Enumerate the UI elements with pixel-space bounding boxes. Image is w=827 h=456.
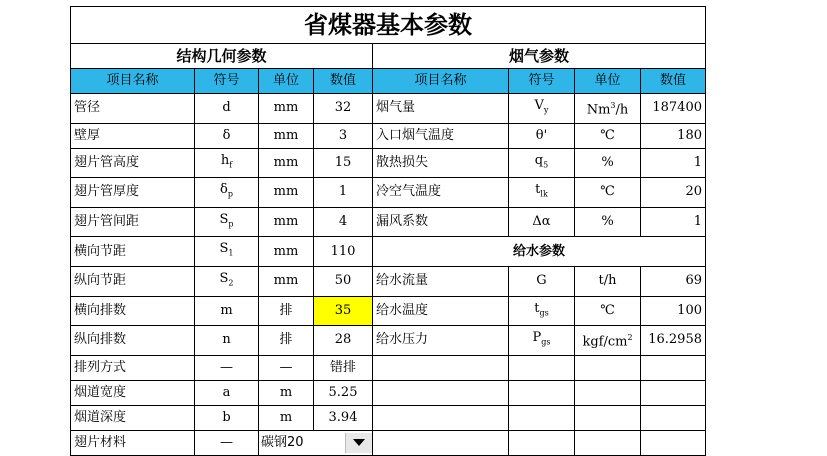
symbol: Δα [532, 214, 551, 230]
value: 100 [677, 302, 702, 318]
symbol-subscript: 5 [543, 160, 549, 170]
symbol: — [220, 434, 233, 450]
cell-param-name[interactable] [71, 178, 195, 208]
sheet-title: 省煤器基本参数 [71, 7, 706, 44]
cell-unit[interactable] [575, 123, 641, 148]
empty-cell[interactable] [641, 405, 706, 430]
unit: 排 [279, 302, 293, 318]
empty-cell[interactable] [641, 430, 706, 455]
section-structure-title: 结构几何参数 [71, 44, 373, 69]
cell-param-name[interactable] [373, 296, 509, 326]
cell-symbol[interactable] [509, 326, 575, 356]
column-header-row [71, 69, 706, 94]
cell-unit[interactable] [575, 296, 641, 326]
value: 32 [334, 100, 352, 116]
cell-param-name[interactable] [71, 405, 195, 430]
unit: m [279, 409, 293, 425]
value: 187400 [652, 100, 702, 116]
cell-symbol[interactable] [509, 266, 575, 296]
empty-cell[interactable] [575, 405, 641, 430]
cell-value[interactable] [314, 405, 373, 430]
symbol-subscript: p [227, 189, 233, 199]
symbol: h [220, 152, 230, 168]
unit: Nm [586, 102, 611, 118]
param-name: 给水温度 [376, 302, 429, 318]
unit: mm [273, 154, 299, 170]
empty-cell[interactable] [509, 380, 575, 405]
cell-value[interactable] [641, 207, 706, 237]
empty-cell[interactable] [373, 405, 509, 430]
unit: t/h [598, 273, 617, 289]
symbol-subscript: 1 [228, 248, 234, 258]
cell-param-name[interactable] [373, 94, 509, 124]
unit: mm [273, 127, 299, 143]
header-unit[interactable]: 单位 [575, 69, 641, 94]
symbol: — [220, 359, 233, 375]
cell-value[interactable] [641, 296, 706, 326]
unit-superscript: 2 [627, 333, 633, 343]
cell-unit[interactable] [259, 380, 314, 405]
cell-value[interactable] [641, 326, 706, 356]
cell-value[interactable] [641, 94, 706, 124]
cell-value[interactable] [314, 207, 373, 237]
value: 1 [338, 184, 348, 200]
unit: ℃ [600, 127, 615, 143]
symbol: δ [222, 127, 231, 143]
table-row [71, 94, 706, 124]
cell-param-name[interactable] [71, 355, 195, 380]
cell-unit[interactable] [575, 326, 641, 356]
symbol: t [535, 182, 541, 198]
empty-cell[interactable] [575, 355, 641, 380]
table-row [71, 326, 706, 356]
cell-param-name[interactable] [373, 266, 509, 296]
cell-unit[interactable] [259, 207, 314, 237]
table-row [71, 207, 706, 237]
symbol: θ' [535, 127, 548, 143]
cell-symbol[interactable] [509, 148, 575, 178]
empty-cell[interactable] [373, 430, 509, 455]
value: 15 [334, 154, 352, 170]
unit-tail: /h [615, 102, 629, 118]
cell-value[interactable] [314, 380, 373, 405]
cell-value[interactable] [314, 296, 373, 326]
table-row [71, 430, 706, 455]
cell-unit[interactable] [259, 237, 314, 267]
param-name: 翅片管厚度 [74, 184, 140, 200]
param-name: 给水压力 [376, 332, 429, 348]
header-value[interactable]: 数值 [641, 69, 706, 94]
param-name: 管径 [74, 100, 101, 116]
param-name: 烟气量 [376, 100, 416, 116]
value: 20 [685, 184, 702, 200]
unit: mm [273, 214, 299, 230]
value: 16.2958 [648, 332, 702, 348]
cell-unit[interactable] [259, 148, 314, 178]
cell-symbol[interactable] [509, 296, 575, 326]
symbol: m [220, 302, 233, 318]
header-value[interactable]: 数值 [314, 69, 373, 94]
param-name: 漏风系数 [376, 214, 429, 230]
value: 5.25 [328, 384, 358, 400]
param-name: 横向排数 [74, 302, 127, 318]
param-name: 烟道宽度 [74, 384, 127, 400]
unit: ℃ [600, 302, 615, 318]
param-name: 纵向节距 [74, 273, 127, 289]
cell-param-name[interactable] [71, 148, 195, 178]
cell-value[interactable] [314, 355, 373, 380]
symbol: S [219, 241, 229, 257]
cell-param-name[interactable] [373, 123, 509, 148]
cell-unit[interactable] [259, 296, 314, 326]
spreadsheet-table [70, 6, 706, 456]
header-symbol[interactable]: 符号 [195, 69, 259, 94]
symbol-subscript: gs [539, 308, 549, 318]
value: 1 [693, 214, 702, 230]
cell-unit[interactable] [575, 207, 641, 237]
cell-unit[interactable] [575, 266, 641, 296]
header-name[interactable]: 项目名称 [71, 69, 195, 94]
unit: % [601, 154, 614, 170]
cell-symbol[interactable] [195, 380, 259, 405]
cell-value[interactable] [314, 178, 373, 208]
value: 3 [338, 127, 348, 143]
cell-symbol[interactable] [509, 178, 575, 208]
symbol-subscript: gs [541, 337, 551, 347]
param-name: 入口烟气温度 [376, 127, 455, 143]
empty-cell[interactable] [575, 380, 641, 405]
section-water-title [373, 237, 706, 267]
header-unit[interactable]: 单位 [259, 69, 314, 94]
dropdown-button[interactable] [345, 433, 372, 453]
cell-param-name[interactable] [71, 296, 195, 326]
symbol: δ [220, 182, 228, 198]
cell-symbol[interactable] [195, 123, 259, 148]
chevron-down-icon [353, 439, 365, 446]
cell-param-name[interactable] [373, 148, 509, 178]
symbol-subscript: f [229, 160, 233, 170]
empty-cell[interactable] [373, 355, 509, 380]
symbol: n [222, 332, 231, 348]
cell-unit[interactable] [259, 266, 314, 296]
cell-unit[interactable] [575, 178, 641, 208]
unit: mm [273, 184, 299, 200]
cell-symbol[interactable] [195, 178, 259, 208]
empty-cell[interactable] [373, 380, 509, 405]
param-name: 给水流量 [376, 273, 429, 289]
symbol: S [219, 211, 229, 227]
param-name: 冷空气温度 [376, 184, 442, 200]
param-name: 翅片材料 [74, 434, 127, 450]
table-row [71, 178, 706, 208]
cell-param-name[interactable] [71, 94, 195, 124]
param-name: 烟道深度 [74, 409, 127, 425]
cell-param-name[interactable] [71, 326, 195, 356]
param-name: 翅片管间距 [74, 214, 140, 230]
cell-value[interactable] [641, 266, 706, 296]
cell-unit[interactable] [259, 405, 314, 430]
cell-value[interactable] [641, 123, 706, 148]
value: 50 [334, 273, 352, 289]
cell-symbol[interactable] [509, 94, 575, 124]
empty-cell[interactable] [509, 430, 575, 455]
symbol: b [222, 409, 231, 425]
cell-param-name[interactable] [373, 207, 509, 237]
cell-value[interactable] [314, 326, 373, 356]
symbol-subscript: y [543, 105, 549, 115]
cell-param-name[interactable] [71, 123, 195, 148]
cell-unit[interactable] [259, 94, 314, 124]
table-row [71, 148, 706, 178]
cell-param-name[interactable] [71, 207, 195, 237]
cell-value[interactable] [641, 178, 706, 208]
cell-symbol[interactable] [195, 355, 259, 380]
cell-symbol[interactable] [195, 405, 259, 430]
cell-param-name[interactable] [71, 266, 195, 296]
empty-cell[interactable] [641, 380, 706, 405]
table-row [71, 405, 706, 430]
header-name[interactable]: 项目名称 [373, 69, 509, 94]
cell-param-name[interactable] [71, 237, 195, 267]
cell-symbol[interactable] [195, 326, 259, 356]
cell-symbol[interactable] [509, 123, 575, 148]
symbol: d [222, 100, 231, 116]
cell-value[interactable] [314, 237, 373, 267]
unit: ℃ [600, 184, 615, 200]
cell-value[interactable] [641, 148, 706, 178]
unit: — [279, 359, 293, 375]
water-section-label: 给水参数 [512, 243, 565, 259]
cell-symbol[interactable] [195, 207, 259, 237]
symbol: P [532, 330, 542, 346]
symbol: a [222, 384, 231, 400]
value: 3.94 [328, 409, 358, 425]
cell-unit[interactable] [259, 178, 314, 208]
cell-param-name[interactable] [373, 326, 509, 356]
cell-param-name[interactable] [373, 178, 509, 208]
cell-symbol[interactable] [509, 207, 575, 237]
table-row [71, 237, 706, 267]
unit: m [279, 384, 293, 400]
empty-cell[interactable] [509, 405, 575, 430]
table-row [71, 355, 706, 380]
section-flue-title: 烟气参数 [373, 44, 706, 69]
value: 69 [685, 273, 702, 289]
symbol-subscript: p [228, 219, 234, 229]
unit: mm [273, 100, 299, 116]
cell-value[interactable] [314, 123, 373, 148]
param-name: 翅片管高度 [74, 154, 140, 170]
unit: mm [273, 243, 299, 259]
cell-symbol[interactable] [195, 296, 259, 326]
value: 110 [330, 243, 356, 259]
value: 4 [338, 214, 348, 230]
symbol-subscript: 2 [228, 278, 234, 288]
cell-symbol[interactable] [195, 237, 259, 267]
cell-value[interactable] [314, 266, 373, 296]
param-name: 横向节距 [74, 243, 127, 259]
table-row [71, 123, 706, 148]
param-name: 排列方式 [74, 359, 127, 375]
header-symbol[interactable]: 符号 [509, 69, 575, 94]
symbol: V [534, 98, 544, 113]
symbol: t [534, 300, 540, 316]
value: 35 [334, 302, 352, 318]
empty-cell[interactable] [509, 355, 575, 380]
cell-param-name[interactable] [71, 430, 195, 455]
value: 错排 [329, 359, 356, 375]
cell-symbol[interactable] [195, 266, 259, 296]
unit-superscript: 3 [610, 101, 616, 111]
unit: % [601, 214, 614, 230]
symbol: q [534, 152, 544, 168]
table-row [71, 380, 706, 405]
cell-unit[interactable] [575, 94, 641, 124]
cell-symbol[interactable] [195, 430, 259, 455]
symbol: G [536, 273, 547, 289]
unit: kgf/cm [582, 334, 628, 350]
cell-symbol[interactable] [195, 148, 259, 178]
value: 28 [334, 332, 352, 348]
param-name: 纵向排数 [74, 332, 127, 348]
unit: mm [273, 273, 299, 289]
cell-unit[interactable] [575, 148, 641, 178]
cell-value[interactable] [314, 94, 373, 124]
material-dropdown[interactable] [259, 430, 373, 455]
cell-unit[interactable] [259, 355, 314, 380]
cell-param-name[interactable] [71, 380, 195, 405]
empty-cell[interactable] [641, 355, 706, 380]
empty-cell[interactable] [575, 430, 641, 455]
value: 1 [693, 154, 702, 170]
value: 180 [677, 127, 702, 143]
table-row [71, 266, 706, 296]
cell-unit[interactable] [259, 326, 314, 356]
symbol-subscript: lk [540, 189, 548, 199]
unit: 排 [279, 332, 293, 348]
param-name: 散热损失 [376, 154, 429, 170]
cell-value[interactable] [314, 148, 373, 178]
cell-unit[interactable] [259, 123, 314, 148]
symbol: S [219, 270, 229, 286]
param-name: 壁厚 [74, 127, 101, 143]
table-row [71, 296, 706, 326]
material-dropdown-value: 碳钢20 [261, 434, 304, 450]
cell-symbol[interactable] [195, 94, 259, 124]
